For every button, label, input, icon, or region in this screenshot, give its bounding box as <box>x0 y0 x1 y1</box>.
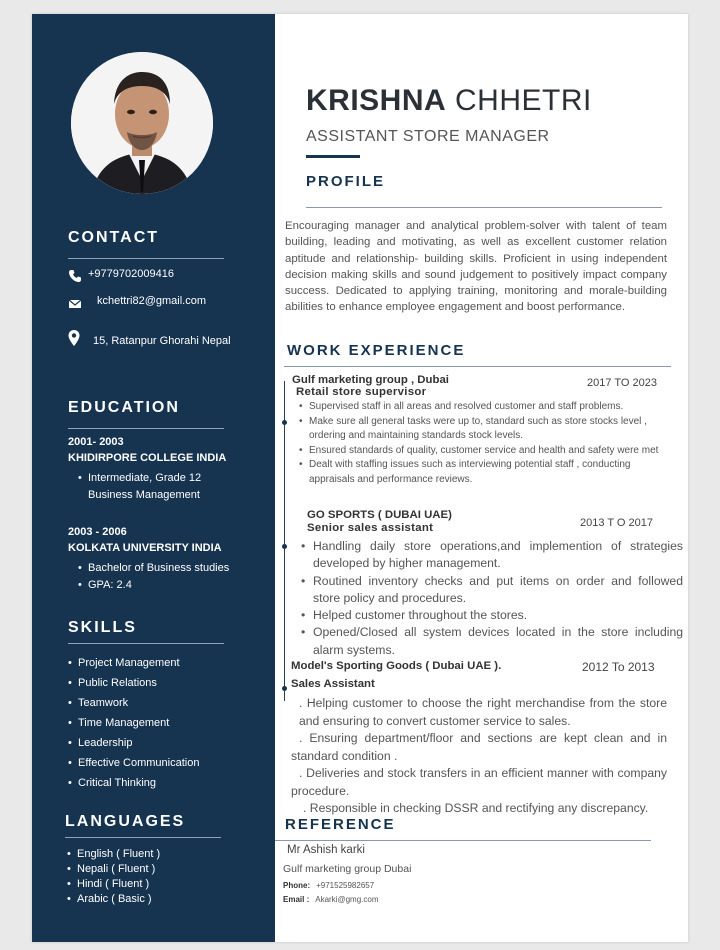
language-item: • Hindi ( Fluent ) <box>77 877 160 892</box>
main-content <box>275 14 688 942</box>
job-bullet: . Responsible in checking DSSR and rectifying any discrepancy. <box>303 801 649 815</box>
languages-heading: LANGUAGES <box>65 813 186 830</box>
skill-item: • Time Management <box>78 713 199 733</box>
timeline-dot <box>282 686 287 691</box>
languages-list <box>77 847 160 907</box>
education-school: KOLKATA UNIVERSITY INDIA <box>68 542 222 554</box>
work-experience-heading: WORK EXPERIENCE <box>287 342 466 359</box>
phone-label: Phone: <box>283 881 311 890</box>
divider <box>68 428 224 429</box>
skill-item: • Teamwork <box>78 693 199 713</box>
phone-icon <box>68 269 82 283</box>
email-label: Email : <box>283 895 310 904</box>
reference-company: Gulf marketing group Dubai <box>283 863 412 875</box>
job-bullets <box>297 400 669 488</box>
job-bullet: • Ensured standards of quality, customer service and health and safety were met <box>309 444 669 459</box>
profile-photo <box>71 52 213 194</box>
mail-icon <box>68 297 82 311</box>
last-name: CHHETRI <box>455 84 592 117</box>
job-title: Retail store supervisor <box>296 386 427 398</box>
full-name <box>306 84 592 118</box>
divider <box>306 207 662 208</box>
education-years: 2003 - 2006 <box>68 526 127 538</box>
reference-phone-value[interactable]: +971525982657 <box>316 881 375 890</box>
sidebar <box>32 14 275 942</box>
job-bullet: • Routined inventory checks and put items on order and followed store policy and procedures. <box>313 573 683 608</box>
first-name: KRISHNA <box>306 84 447 117</box>
timeline-line <box>284 381 285 701</box>
resume-page <box>32 14 688 942</box>
education-detail: • Intermediate, Grade 12 Business Management <box>88 470 218 504</box>
skill-item: • Effective Communication <box>78 753 199 773</box>
skill-item: • Project Management <box>78 653 199 673</box>
skills-heading: SKILLS <box>68 619 137 636</box>
contact-heading: CONTACT <box>68 229 160 246</box>
language-item: • English ( Fluent ) <box>77 847 160 862</box>
divider <box>284 366 671 367</box>
phone-text[interactable]: +9779702009416 <box>88 268 174 280</box>
skill-item: • Leadership <box>78 733 199 753</box>
job-company: Gulf marketing group , Dubai <box>292 374 449 386</box>
education-item <box>68 436 258 504</box>
timeline-dot <box>282 544 287 549</box>
skill-item: • Critical Thinking <box>78 773 199 793</box>
reference-phone <box>283 881 374 890</box>
job-dates: 2012 To 2013 <box>582 660 655 674</box>
job-bullet: • Helped customer throughout the stores. <box>313 607 683 624</box>
email-text[interactable]: kchettri82@gmail.com <box>97 295 206 307</box>
job-bullet: . Deliveries and stock transfers in an efficient manner with company procedure. <box>291 766 667 798</box>
job-title: Senior sales assistant <box>307 522 434 534</box>
education-item <box>68 526 258 594</box>
language-item: • Nepali ( Fluent ) <box>77 862 160 877</box>
job-dates: 2017 TO 2023 <box>587 377 657 389</box>
job-bullets <box>297 538 683 659</box>
profile-text: Encouraging manager and analytical problem-solver with talent of team building, leading and motivating, as well as excellent customer relation aptitude and relationship- building skills. Proficient in using independent decision making skills and sound judgement to positively impact company success. Dedicated to applying training, monitoring and morale-building abilities to enhance employee engagement and boost performance. <box>285 220 667 314</box>
reference-name: Mr Ashish karki <box>287 844 365 856</box>
divider <box>275 840 651 841</box>
skill-item: • Public Relations <box>78 673 199 693</box>
education-school: KHIDIRPORE COLLEGE INDIA <box>68 452 227 464</box>
job-bullet: • Supervised staff in all areas and resolved customer and staff problems. <box>309 400 669 415</box>
job-company: GO SPORTS ( DUBAI UAE) <box>307 509 452 521</box>
job-bullet: • Handling daily store operations,and implemention of strategies developed by higher management. <box>313 538 683 573</box>
divider <box>68 258 224 259</box>
address-text: 15, Ratanpur Ghorahi Nepal <box>93 335 231 347</box>
timeline-dot <box>282 420 287 425</box>
location-pin-icon <box>67 329 81 347</box>
job-role: ASSISTANT STORE MANAGER <box>306 128 550 145</box>
education-years: 2001- 2003 <box>68 436 124 448</box>
education-heading: EDUCATION <box>68 399 180 416</box>
job-bullet: • Opened/Closed all system devices located in the store including alarm systems. <box>313 624 683 659</box>
job-bullet: • Dealt with staffing issues such as interviewing potential staff , conducting appraisals and performance reviews. <box>309 458 669 487</box>
education-detail: • Bachelor of Business studies <box>88 560 258 577</box>
skills-list <box>78 653 199 793</box>
job-bullets <box>291 695 667 818</box>
job-title: Sales Assistant <box>291 678 375 690</box>
reference-email-value[interactable]: Akarki@gmg.com <box>315 895 379 904</box>
job-bullet: . Helping customer to choose the right merchandise from the store and ensuring to convert customer service to sales. <box>299 696 667 728</box>
language-item: • Arabic ( Basic ) <box>77 892 160 907</box>
reference-heading: REFERENCE <box>285 816 396 833</box>
profile-heading: PROFILE <box>306 173 386 190</box>
divider <box>65 837 221 838</box>
accent-bar <box>306 155 360 158</box>
divider <box>68 643 224 644</box>
job-company: Model's Sporting Goods ( Dubai UAE ). <box>291 660 502 672</box>
job-bullet: . Ensuring department/floor and sections are kept clean and in standard condition . <box>291 731 667 763</box>
job-bullet: • Make sure all general tasks were up to, standard such as store stocks level , ordering and maintaining standards stock levels. <box>309 415 669 444</box>
reference-email <box>283 895 378 904</box>
job-dates: 2013 T O 2017 <box>580 517 653 529</box>
education-detail: • GPA: 2.4 <box>88 577 258 594</box>
